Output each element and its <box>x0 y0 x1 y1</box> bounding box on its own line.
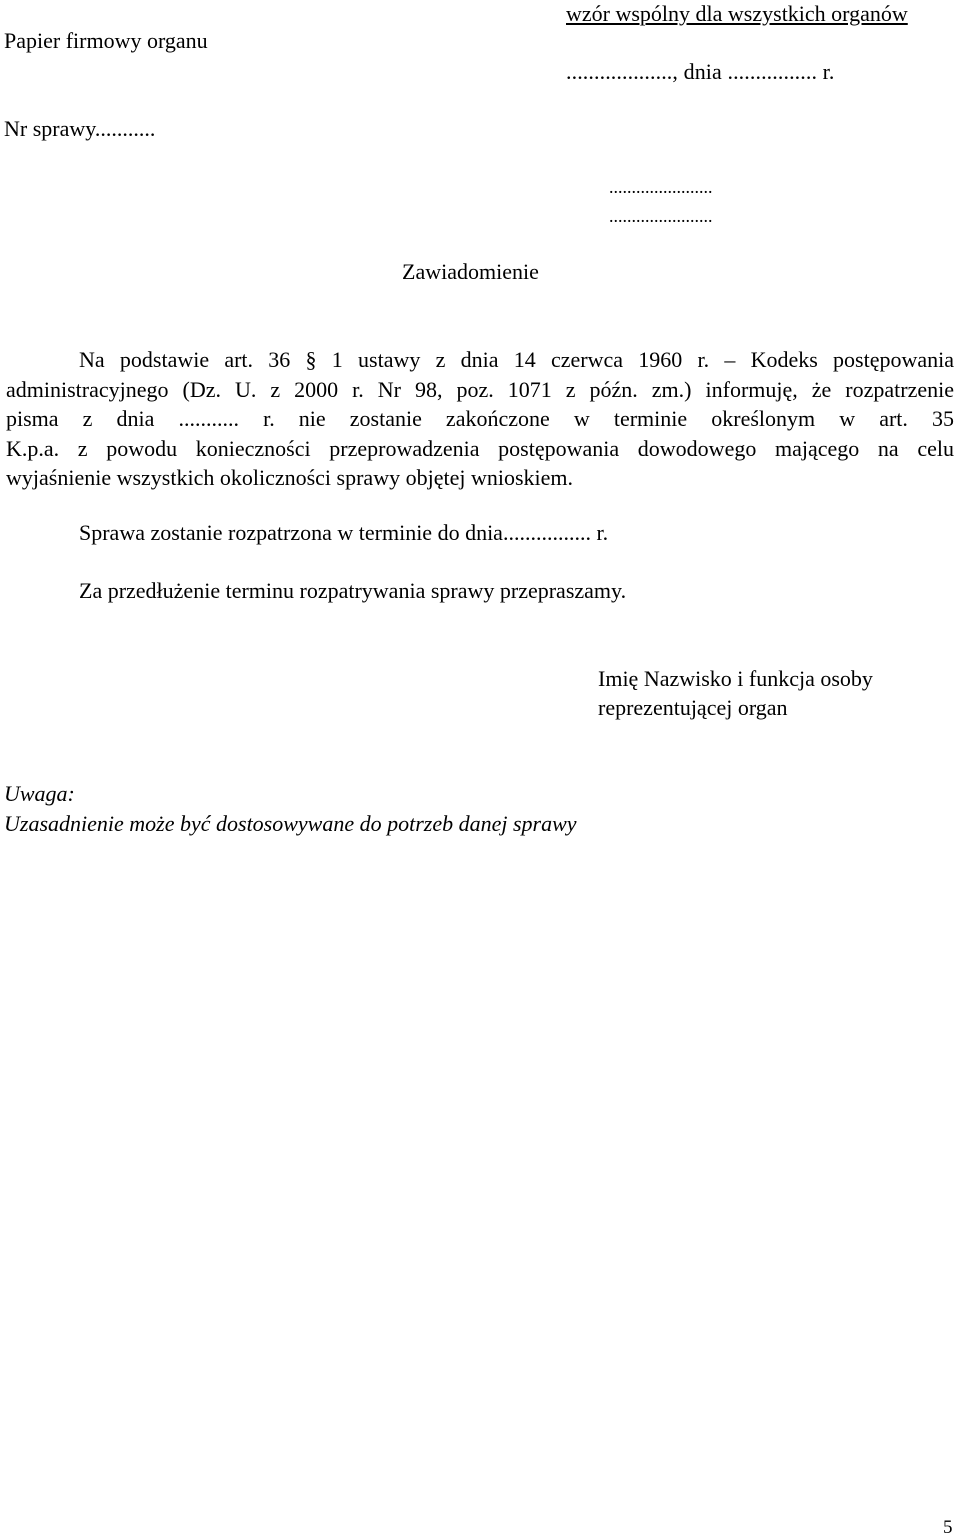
note-text: Uzasadnienie może być dostosowywane do potrzeb danej sprawy <box>4 811 577 836</box>
addressee-line-2: ....................... <box>609 206 713 226</box>
document-title: Zawiadomienie <box>402 259 539 284</box>
signature-line-1: Imię Nazwisko i funkcja osoby <box>598 666 873 691</box>
note-label: Uwaga: <box>4 781 75 806</box>
apology-sentence: Za przedłużenie terminu rozpatrywania sprawy przepraszamy. <box>79 578 627 603</box>
paragraph-line: administracyjnego (Dz. U. z 2000 r. Nr 98, poz. 1071 z późn. zm.) informuję, że rozpatrzenie <box>6 376 954 402</box>
addressee-line-1: ....................... <box>609 177 713 197</box>
paragraph-line: pisma z dnia ........... r. nie zostanie zakończone w terminie określonym w art. 35 <box>6 406 954 431</box>
place-date: ..................., dnia ................ r. <box>566 59 835 84</box>
letterhead: Papier firmowy organu <box>4 28 208 53</box>
paragraph-line: Na podstawie art. 36 § 1 ustawy z dnia 14 czerwca 1960 r. – Kodeks postępowania <box>79 347 954 372</box>
deadline-sentence: Sprawa zostanie rozpatrzona w terminie do dnia................ r. <box>79 520 609 545</box>
paragraph-line: K.p.a. z powodu konieczności przeprowadzenia postępowania dowodowego mającego na celu <box>6 435 954 461</box>
signature-line-2: reprezentującej organ <box>598 695 788 720</box>
template-note: wzór wspólny dla wszystkich organów <box>566 1 908 26</box>
main-paragraph <box>6 345 954 493</box>
page-number: 5 <box>943 1517 953 1538</box>
paragraph-line: wyjaśnienie wszystkich okoliczności sprawy objętej wnioskiem. <box>6 465 573 490</box>
case-number: Nr sprawy........... <box>4 116 156 141</box>
